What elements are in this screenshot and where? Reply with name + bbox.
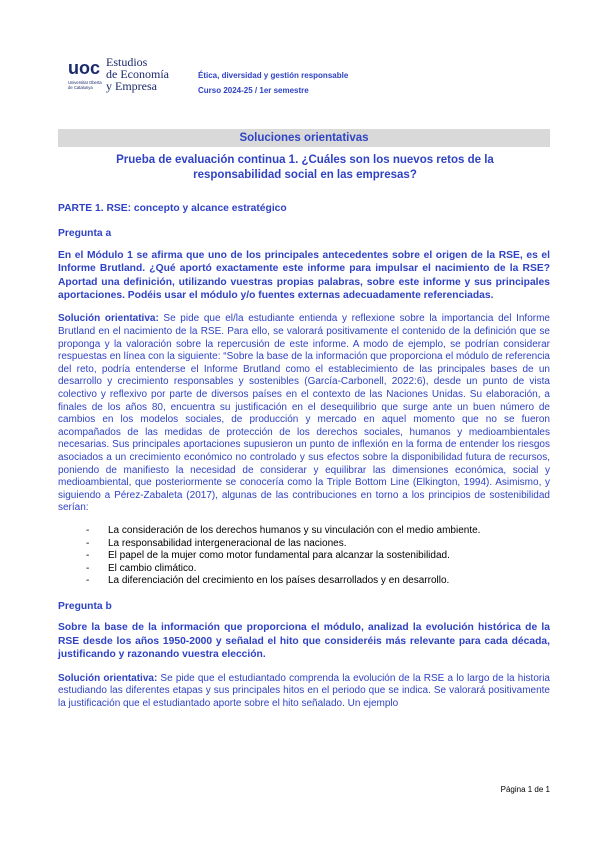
page-header: [62, 52, 542, 108]
solution-a: [58, 313, 550, 515]
document-title: Prueba de evaluación continua 1. ¿Cuáles son los nuevos retos de la responsabilidad social en las empresas?: [116, 154, 494, 181]
solution-b-label: Solución orientativa:: [58, 672, 158, 684]
logo-university-name: Universitat Oberta de Catalunya: [68, 80, 102, 90]
list-item: - La consideración de los derechos humanos y su vinculación con el medio ambiente.: [86, 524, 481, 536]
uoc-logo-icon: [68, 56, 102, 78]
solution-a-label: Solución orientativa:: [58, 313, 159, 325]
logo-line-1: Estudios: [106, 55, 148, 69]
subject-name: Ética, diversidad y gestión responsable: [198, 71, 349, 80]
list-item: - La diferenciación del crecimiento en los países desarrollados y en desarrollo.: [86, 575, 450, 587]
logo-faculty-name: [106, 56, 169, 92]
question-a-text: En el Módulo 1 se afirma que uno de los principales antecedentes sobre el origen de la RSE, es el Informe Brutland. ¿Qué aportó exactamente este informe para impulsar el nacimiento de la RSE? Aportad una definición, utilizando vuestras propias palabras, sobre este informe y sus principales aportaciones. Podéis usar el módulo y/o fuentes externas adecuadamente referenciadas.: [58, 249, 550, 302]
list-item: - El cambio climático.: [86, 562, 197, 574]
list-item: - El papel de la mujer como motor fundamental para alcanzar la sostenibilidad.: [86, 550, 450, 562]
uoc-logo: [68, 56, 198, 106]
question-b-heading: Pregunta b: [58, 600, 112, 612]
course-info: [198, 68, 348, 98]
section-band: Soluciones orientativas: [58, 129, 550, 147]
svg-text:uoc: uoc: [68, 58, 101, 78]
question-b-text: Sobre la base de la información que proporciona el módulo, analizad la evolución histórica de la RSE desde los años 1950-2000 y señalad el hito que consideréis más relevante para cada década, justificando y razonando vuestra elección.: [58, 622, 550, 661]
list-item: - La responsabilidad intergeneracional de las naciones.: [86, 537, 347, 549]
logo-line-3: y Empresa: [106, 79, 157, 93]
page-number: Página 1 de 1: [500, 785, 550, 794]
contributions-list: [58, 525, 550, 588]
logo-line-2: de Economía: [106, 67, 169, 81]
question-a-heading: Pregunta a: [58, 228, 112, 240]
solution-b-text: Se pide que el estudiantado comprenda la evolución de la RSE a lo largo de la historia estudiando las diferentes etapas y sus principales hitos en el periodo que se indica. Se valorará positivamente la justificación que el estudiantado aporte sobre el hito señalado. Un ejemplo: [58, 672, 550, 709]
course-term: Curso 2024-25 / 1er semestre: [198, 86, 309, 95]
part-title: PARTE 1. RSE: concepto y alcance estratégico: [58, 203, 287, 214]
solution-b: [58, 673, 550, 711]
solution-a-text: Se pide que el/la estudiante entienda y reflexione sobre la importancia del Informe Brutland en el nacimiento de la RSE. Para ello, se valorará positivamente el contenido de la definición que se proponga y la valoración sobre la repercusión de este informe. A modo de ejemplo, se podrían considerar respuestas en línea con la siguiente: “Sobre la base de la información que proporciona el módulo de referencia del reto, podría entenderse el Informe Brutland como el establecimiento de las principales bases de un desarrollo y crecimiento responsables y sostenibles (García-Carbonell, 2022:6), desde un punto de vista colectivo y reflexivo por parte de diversos países en el contexto de las Naciones Unidas. Su elaboración, a finales de los años 80, encuentra su justificación en el desequilibrio que surge ante un buen número de cambios en los modelos sociales, de producción y mercado en aquel momento que no se fueron acompañados de las medidas de protección de los derechos sociales, humanos y medioambientales necesarias. Sus principales aportaciones supusieron un punto de inflexión en la forma de entender los riesgos asociados a un crecimiento económico no controlado y sus efectos sobre la disponibilidad futura de recursos, poniendo de manifiesto la necesidad de considerar y equilibrar las dimensiones económica, social y medioambiental, que posteriormente se conocería como la Triple Bottom Line (Elkington, 1994). Asimismo, y siguiendo a Pérez-Zabaleta (2017), algunas de las contribuciones en torno a los principios de sostenibilidad serían:: [58, 313, 550, 514]
document-body: [58, 202, 550, 720]
